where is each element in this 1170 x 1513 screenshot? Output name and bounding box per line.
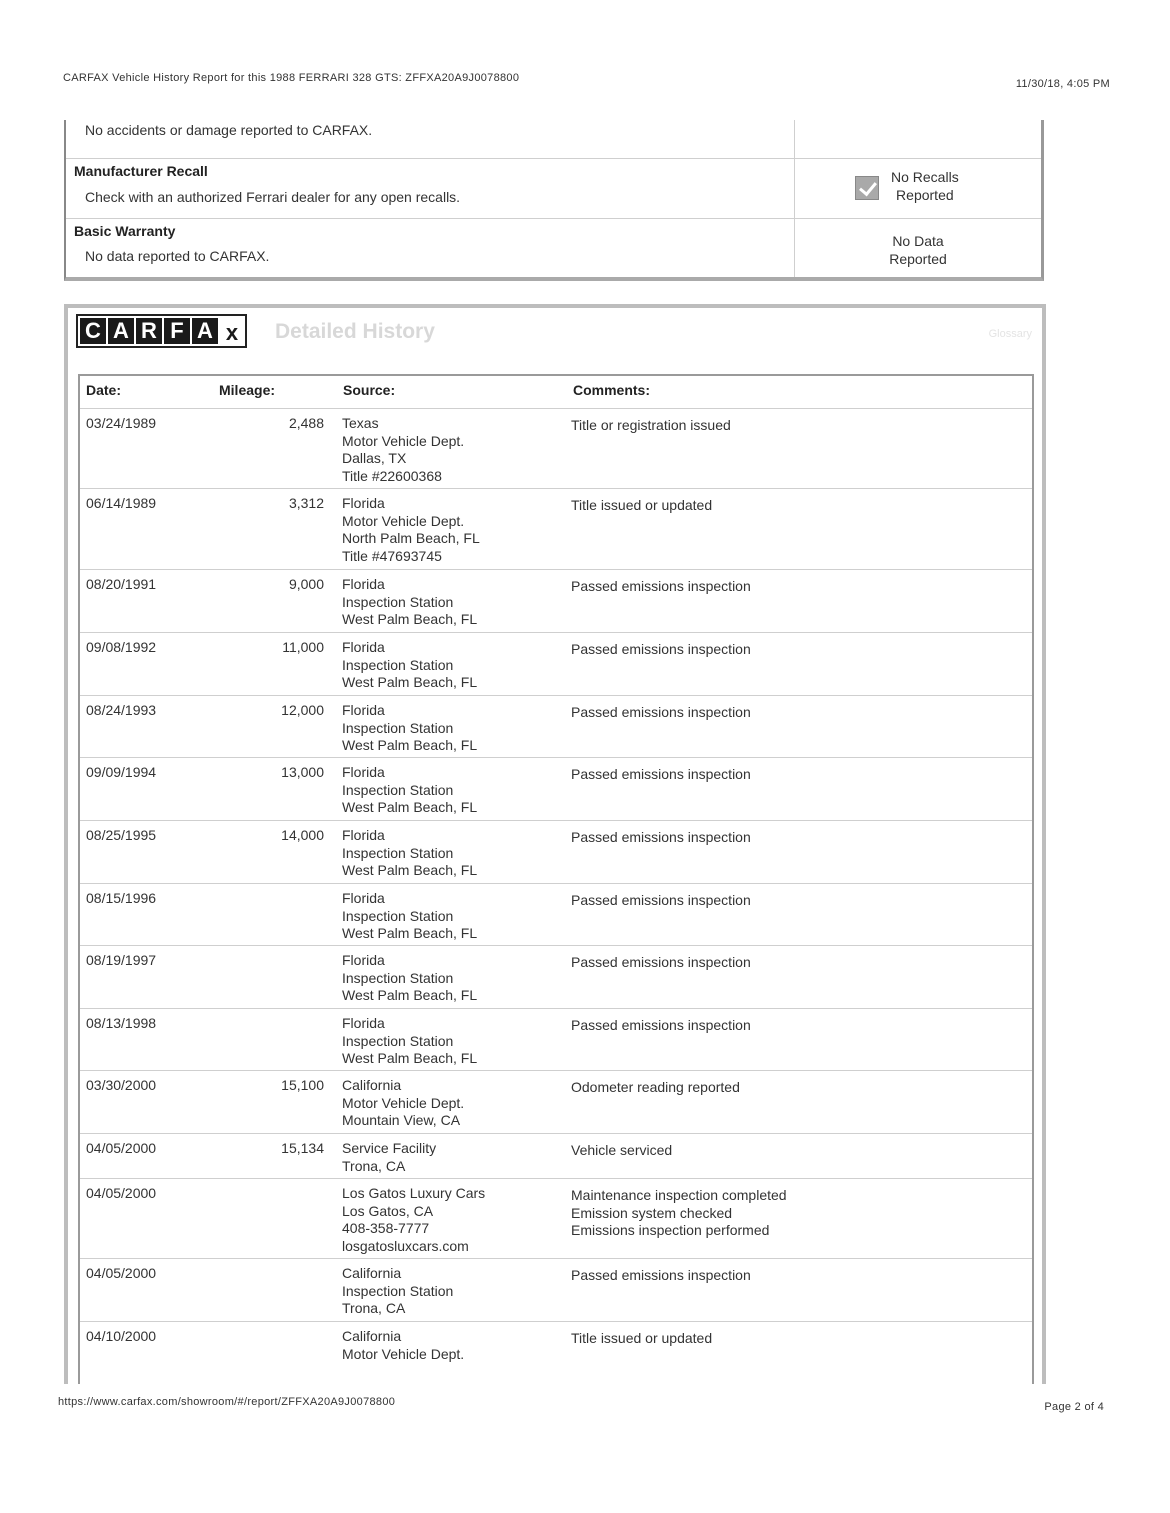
row-date: 04/05/2000	[86, 1265, 157, 1281]
logo-letter: C	[80, 318, 106, 344]
row-mileage: 2,488	[288, 415, 324, 431]
row-source	[342, 1265, 453, 1318]
row-date: 04/10/2000	[86, 1328, 157, 1344]
row-comments	[571, 1267, 751, 1285]
source-line: Inspection Station	[342, 907, 454, 924]
row-comments	[571, 1079, 740, 1097]
table-row	[80, 1070, 1032, 1134]
header-comments: Comments:	[573, 382, 651, 398]
comment-line: Passed emissions inspection	[571, 954, 751, 970]
report-url: https://www.carfax.com/showroom/#/report/ZFFXA20A9J0078800	[58, 1396, 396, 1408]
recall-row	[66, 158, 1041, 219]
row-source	[342, 1328, 464, 1363]
row-date: 03/24/1989	[86, 415, 157, 431]
comment-line: Passed emissions inspection	[571, 578, 751, 594]
comment-line: Passed emissions inspection	[571, 704, 751, 720]
row-source	[342, 495, 480, 565]
header-date: Date:	[86, 382, 122, 398]
table-row	[80, 1321, 1032, 1387]
comment-line: Vehicle serviced	[571, 1142, 673, 1158]
source-line: Mountain View, CA	[342, 1112, 461, 1128]
source-line: Trona, CA	[342, 1157, 406, 1174]
source-line: Motor Vehicle Dept.	[342, 1345, 465, 1362]
source-line: California	[342, 1265, 402, 1281]
source-line: Florida	[342, 576, 385, 592]
source-line: Inspection Station	[342, 969, 454, 986]
row-source	[342, 764, 477, 817]
row-comments	[571, 1330, 712, 1348]
source-line: West Palm Beach, FL	[342, 862, 478, 878]
table-row	[80, 408, 1032, 489]
logo-letter: R	[136, 318, 162, 344]
source-line: Florida	[342, 495, 385, 511]
row-date: 03/30/2000	[86, 1077, 157, 1093]
row-source	[342, 1185, 485, 1255]
source-line: Florida	[342, 827, 385, 843]
comment-line: Emission system checked	[571, 1204, 733, 1221]
row-date: 08/20/1991	[86, 576, 157, 592]
row-mileage: 12,000	[281, 702, 324, 718]
source-line: Florida	[342, 952, 385, 968]
table-row	[80, 757, 1032, 821]
table-row	[80, 820, 1032, 884]
warranty-status-line1: No Data	[892, 233, 944, 249]
row-mileage: 11,000	[282, 639, 324, 655]
logo-suffix: x	[225, 320, 239, 345]
row-date: 04/05/2000	[86, 1140, 157, 1156]
row-source	[342, 952, 477, 1005]
row-mileage: 13,000	[281, 764, 324, 780]
row-comments	[571, 829, 751, 847]
comment-line: Title issued or updated	[571, 497, 713, 513]
source-line: Service Facility	[342, 1140, 437, 1156]
source-line: West Palm Beach, FL	[342, 674, 478, 690]
comment-line: Passed emissions inspection	[571, 1267, 751, 1283]
accident-status	[794, 120, 1041, 158]
source-line: Los Gatos, CA	[342, 1202, 434, 1219]
carfax-logo	[76, 314, 247, 348]
source-line: Florida	[342, 764, 385, 780]
comment-line: Passed emissions inspection	[571, 829, 751, 845]
row-comments	[571, 892, 751, 910]
row-date: 08/24/1993	[86, 702, 157, 718]
header-source: Source:	[343, 382, 396, 398]
source-line: California	[342, 1328, 402, 1344]
source-line: Motor Vehicle Dept.	[342, 1094, 465, 1111]
source-line: West Palm Beach, FL	[342, 611, 478, 627]
comment-line: Emissions inspection performed	[571, 1222, 770, 1238]
row-source	[342, 1015, 477, 1068]
source-line: Los Gatos Luxury Cars	[342, 1185, 486, 1201]
header-mileage: Mileage:	[219, 382, 276, 398]
recall-status-line2: Reported	[896, 187, 954, 203]
recall-label: Manufacturer Recall	[74, 163, 208, 179]
row-date: 08/19/1997	[86, 952, 157, 968]
row-date: 04/05/2000	[86, 1185, 157, 1201]
table-row	[80, 945, 1032, 1009]
source-line: Florida	[342, 890, 385, 906]
history-table	[78, 374, 1034, 1384]
warranty-description: No data reported to CARFAX.	[85, 248, 270, 264]
row-source	[342, 576, 477, 629]
row-comments	[571, 417, 731, 435]
panel-title: Detailed History	[275, 320, 435, 343]
row-comments	[571, 497, 712, 515]
table-row	[80, 1008, 1032, 1071]
source-line: Title #47693745	[342, 547, 442, 564]
source-line: Title #22600368	[342, 467, 442, 484]
source-line: Inspection Station	[342, 1032, 454, 1049]
comment-line: Passed emissions inspection	[571, 766, 751, 782]
source-line: Inspection Station	[342, 844, 454, 861]
row-date: 09/08/1992	[86, 639, 157, 655]
table-row	[80, 632, 1032, 696]
row-source	[342, 1140, 436, 1175]
source-line: Florida	[342, 1015, 385, 1031]
source-line: Motor Vehicle Dept.	[342, 432, 465, 449]
table-row	[80, 695, 1032, 758]
table-row	[80, 488, 1032, 570]
recall-status	[794, 158, 1041, 218]
row-source	[342, 702, 477, 755]
source-line: Motor Vehicle Dept.	[342, 512, 465, 529]
row-comments	[571, 641, 751, 659]
logo-letter: A	[192, 318, 218, 344]
comment-line: Title issued or updated	[571, 1330, 713, 1346]
comment-line: Odometer reading reported	[571, 1079, 740, 1095]
recall-description: Check with an authorized Ferrari dealer for any open recalls.	[85, 189, 461, 205]
glossary-link[interactable]: Glossary	[988, 328, 1032, 340]
source-line: West Palm Beach, FL	[342, 925, 478, 941]
report-title: CARFAX Vehicle History Report for this 1988 FERRARI 328 GTS: ZFFXA20A9J0078800	[63, 72, 520, 84]
comment-line: Maintenance inspection completed	[571, 1187, 787, 1203]
row-date: 08/25/1995	[86, 827, 157, 843]
row-comments	[571, 1187, 787, 1240]
source-line: 408-358-7777	[342, 1220, 430, 1236]
checkmark-icon	[855, 176, 879, 200]
table-row	[80, 1178, 1032, 1259]
source-line: Inspection Station	[342, 1282, 454, 1299]
logo-letter: A	[108, 318, 134, 344]
row-comments	[571, 704, 751, 722]
row-mileage: 15,134	[281, 1140, 324, 1156]
row-mileage: 15,100	[281, 1077, 324, 1093]
source-line: Dallas, TX	[342, 450, 407, 466]
source-line: Inspection Station	[342, 781, 454, 798]
source-line: California	[342, 1077, 402, 1093]
source-line: losgatosluxcars.com	[342, 1237, 469, 1254]
accident-row	[66, 120, 1041, 159]
source-line: North Palm Beach, FL	[342, 530, 480, 546]
row-comments	[571, 766, 751, 784]
row-mileage: 3,312	[288, 495, 324, 511]
source-line: Inspection Station	[342, 593, 454, 610]
comment-line: Passed emissions inspection	[571, 641, 751, 657]
accident-description: No accidents or damage reported to CARFAX.	[85, 122, 373, 138]
row-date: 06/14/1989	[86, 495, 157, 511]
warranty-status	[794, 218, 1041, 277]
row-source	[342, 415, 464, 485]
table-row	[80, 1133, 1032, 1179]
source-line: Inspection Station	[342, 656, 454, 673]
row-date: 08/15/1996	[86, 890, 157, 906]
source-line: Florida	[342, 639, 385, 655]
row-source	[342, 827, 477, 880]
row-date: 09/09/1994	[86, 764, 157, 780]
source-line: Texas	[342, 415, 379, 431]
recall-status-line1: No Recalls	[891, 169, 959, 185]
summary-box	[64, 120, 1044, 281]
table-row	[80, 883, 1032, 946]
row-comments	[571, 1142, 672, 1160]
print-timestamp: 11/30/18, 4:05 PM	[1015, 78, 1110, 90]
row-comments	[571, 578, 751, 596]
row-source	[342, 639, 477, 692]
source-line: Trona, CA	[342, 1300, 406, 1316]
comment-line: Passed emissions inspection	[571, 892, 751, 908]
source-line: West Palm Beach, FL	[342, 737, 478, 753]
page-number: Page 2 of 4	[1044, 1401, 1104, 1413]
row-source	[342, 1077, 464, 1130]
source-line: West Palm Beach, FL	[342, 1050, 478, 1066]
table-row	[80, 569, 1032, 633]
row-mileage: 9,000	[288, 576, 324, 592]
comment-line: Passed emissions inspection	[571, 1017, 751, 1033]
warranty-row	[66, 218, 1041, 277]
detailed-history-panel	[64, 304, 1046, 1384]
warranty-status-line2: Reported	[889, 251, 947, 267]
row-source	[342, 890, 477, 943]
source-line: Florida	[342, 702, 385, 718]
logo-letter: F	[164, 318, 190, 344]
row-date: 08/13/1998	[86, 1015, 157, 1031]
row-comments	[571, 954, 751, 972]
source-line: Inspection Station	[342, 719, 454, 736]
row-comments	[571, 1017, 751, 1035]
row-mileage: 14,000	[281, 827, 324, 843]
table-row	[80, 1258, 1032, 1322]
source-line: West Palm Beach, FL	[342, 987, 478, 1003]
warranty-label: Basic Warranty	[74, 223, 176, 239]
comment-line: Title or registration issued	[571, 417, 731, 433]
source-line: West Palm Beach, FL	[342, 799, 478, 815]
